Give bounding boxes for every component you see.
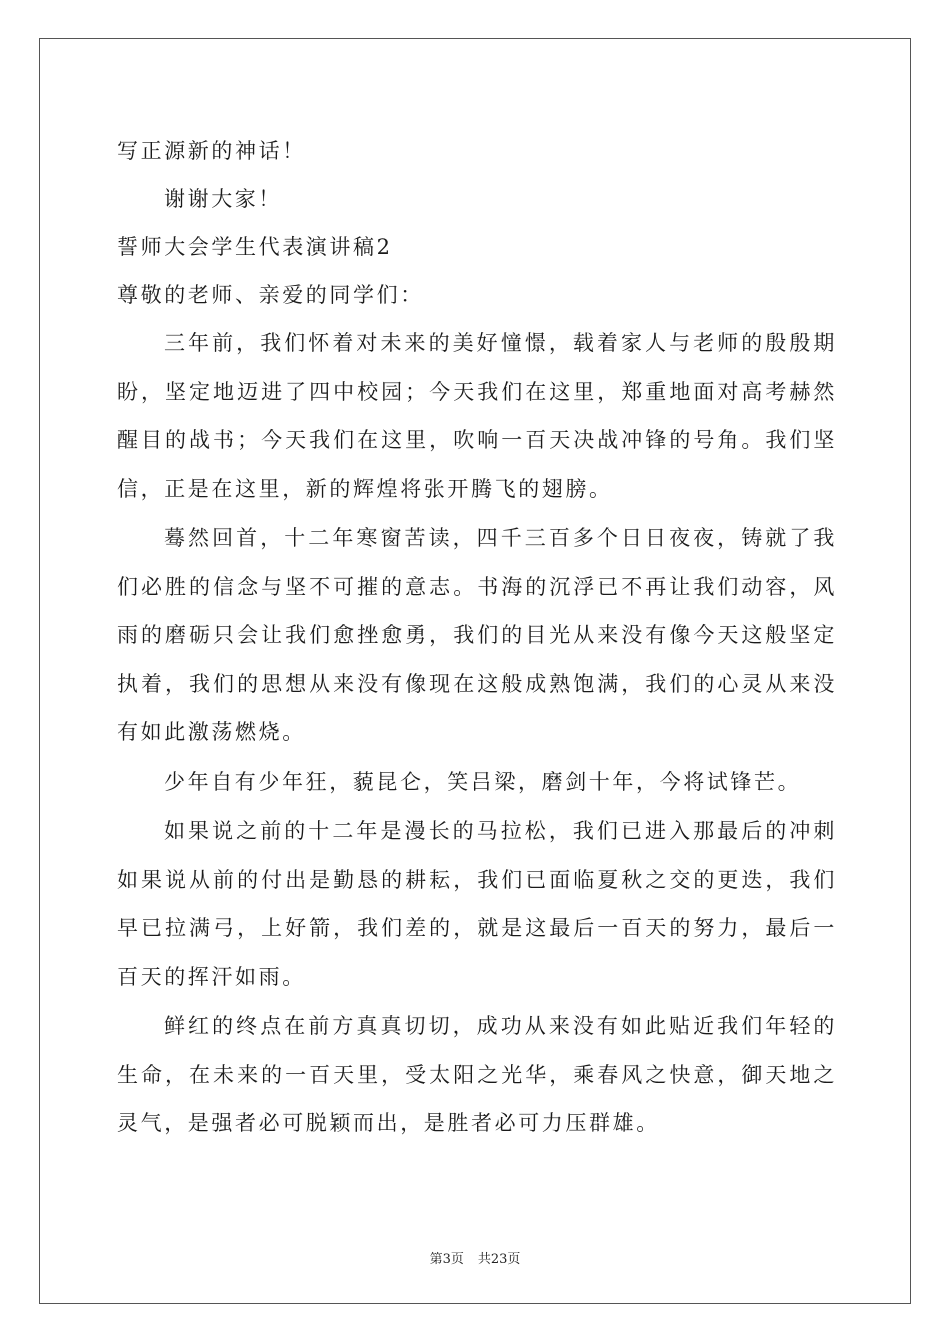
paragraph: 如果说之前的十二年是漫长的马拉松，我们已进入那最后的冲刺如果说从前的付出是勤恳的耕耘，我们已面临夏秋之交的更迭，我们早已拉满弓，上好箭，我们差的，就是这最后一百天的努力，最后一百天的挥汗如雨。 — [117, 819, 837, 989]
paragraph: 少年自有少年狂，藐昆仑，笑吕梁，磨剑十年，今将试锋芒。 — [164, 769, 802, 794]
page-number: 第3页 — [429, 1252, 464, 1267]
paragraph: 三年前，我们怀着对未来的美好憧憬，载着家人与老师的殷殷期盼，坚定地迈进了四中校园；今天我们在这里，郑重地面对高考赫然醒目的战书；今天我们在这里，吹响一百天决战冲锋的号角。我们坚信，正是在这里，新的辉煌将张开腾飞的翅膀。 — [117, 331, 837, 501]
speech-title: 誓师大会学生代表演讲稿2 — [117, 235, 393, 259]
paragraph: 鲜红的终点在前方真真切切，成功从来没有如此贴近我们年轻的生命，在未来的一百天里，受太阳之光华，乘春风之快意，御天地之灵气，是强者必可脱颖而出，是胜者必可力压群雄。 — [117, 1014, 837, 1135]
text-line-thanks: 谢谢大家！ — [164, 187, 282, 211]
paragraph: 蓦然回首，十二年寒窗苦读，四千三百多个日日夜夜，铸就了我们必胜的信念与坚不可摧的意志。书海的沉浮已不再让我们动容，风雨的磨砺只会让我们愈挫愈勇，我们的目光从来没有像今天这般坚定执着，我们的思想从来没有像现在这般成熟饱满，我们的心灵从来没有如此激荡燃烧。 — [117, 526, 837, 744]
salutation: 尊敬的老师、亲爱的同学们： — [117, 283, 424, 307]
page-footer — [0, 1248, 950, 1267]
text-line-closing: 写正源新的神话！ — [117, 139, 306, 163]
document-body — [117, 127, 837, 1149]
page-total: 共23页 — [477, 1252, 521, 1267]
